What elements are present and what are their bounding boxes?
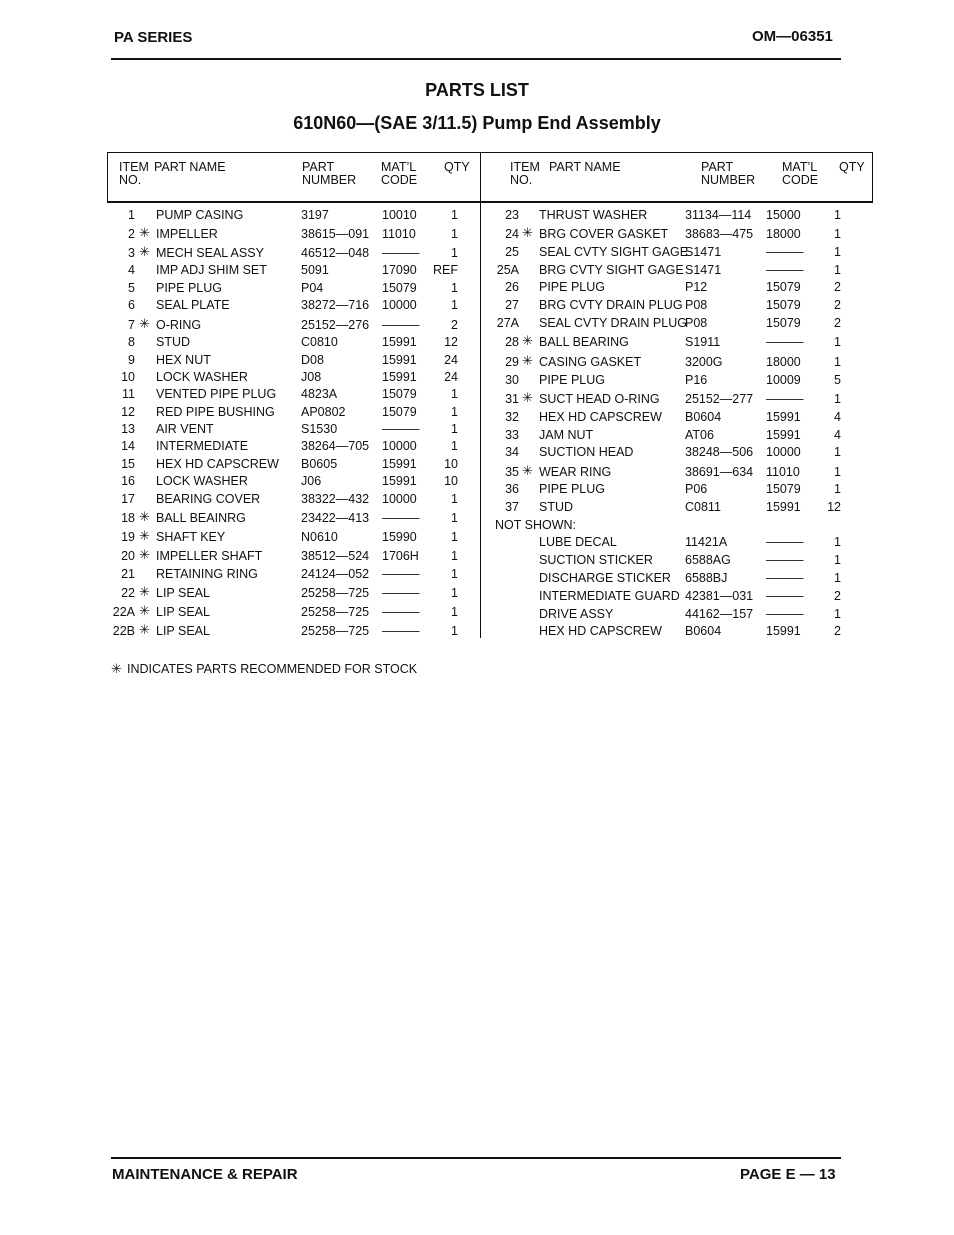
material-code: ———: [382, 422, 420, 436]
col-header-item-right: ITEM NO.: [510, 160, 540, 187]
footer-section: MAINTENANCE & REPAIR: [112, 1166, 298, 1183]
col-header-qty-right: QTY: [839, 160, 865, 174]
table-row: [0, 208, 954, 222]
part-number: P06: [685, 482, 708, 496]
part-number: B0605: [301, 457, 338, 471]
table-row: [0, 316, 954, 330]
material-code: ———: [766, 392, 804, 406]
stock-star-icon: ✳: [139, 509, 150, 524]
part-name: DISCHARGE STICKER: [539, 571, 671, 585]
material-code: 18000: [766, 227, 801, 241]
part-name: STUD: [156, 335, 191, 349]
part-name: PIPE PLUG: [156, 281, 222, 295]
part-number: S1471: [685, 263, 722, 277]
item-number: 14: [121, 439, 135, 453]
part-number: P08: [685, 316, 708, 330]
part-number: 38272—716: [301, 298, 370, 312]
table-row: [0, 335, 954, 349]
item-number: 26: [505, 280, 519, 294]
part-number: 46512—048: [301, 246, 370, 260]
stock-star-icon: ✳: [139, 603, 150, 618]
col-header-qty-left: QTY: [444, 160, 470, 174]
part-number: 44162—157: [685, 607, 754, 621]
part-number: 25152—277: [685, 392, 754, 406]
stock-star-icon: ✳: [139, 244, 150, 259]
quantity: 1: [834, 465, 841, 479]
part-name: BRG COVER GASKET: [539, 227, 669, 241]
quantity: 1: [451, 246, 458, 260]
part-number: 31134—114: [685, 208, 752, 222]
quantity: 5: [834, 373, 841, 387]
table-row: [0, 482, 954, 496]
part-number: 3200G: [685, 355, 723, 369]
material-code: ———: [766, 553, 804, 567]
footer-rule: [111, 1157, 841, 1159]
part-number: D08: [301, 353, 324, 367]
item-number: 32: [505, 410, 519, 424]
material-code: ———: [382, 246, 420, 260]
part-name: LIP SEAL: [156, 624, 210, 638]
item-number: 21: [121, 567, 135, 581]
part-number: J06: [301, 474, 322, 488]
item-number: 1: [128, 208, 135, 222]
part-number: 38322—432: [301, 492, 370, 506]
material-code: ———: [766, 245, 804, 259]
quantity: 1: [834, 445, 841, 459]
table-row: [0, 298, 954, 312]
part-name: LIP SEAL: [156, 605, 210, 619]
part-name: HEX HD CAPSCREW: [156, 457, 279, 471]
quantity: 1: [834, 392, 841, 406]
table-row: [0, 227, 954, 241]
part-name: LUBE DECAL: [539, 535, 617, 549]
item-number: 9: [128, 353, 135, 367]
quantity: 1: [834, 355, 841, 369]
part-name: PIPE PLUG: [539, 280, 605, 294]
page-number: PAGE E — 13: [740, 1166, 836, 1183]
part-name: RED PIPE BUSHING: [156, 405, 275, 419]
table-row: [0, 465, 954, 479]
part-number: 6588BJ: [685, 571, 728, 585]
part-number: 38248—506: [685, 445, 754, 459]
part-name: MECH SEAL ASSY: [156, 246, 264, 260]
material-code: ———: [766, 335, 804, 349]
item-number: 35: [505, 465, 519, 479]
part-name: BRG CVTY SIGHT GAGE: [539, 263, 684, 277]
quantity: 1: [451, 281, 458, 295]
material-code: 10000: [766, 445, 801, 459]
part-number: AP0802: [301, 405, 346, 419]
quantity: 10: [444, 474, 458, 488]
table-row: [0, 571, 954, 585]
item-number: 25A: [496, 263, 519, 277]
part-number: 25152—276: [301, 318, 370, 332]
item-number: 31: [505, 392, 519, 406]
stock-star-icon: ✳: [522, 463, 533, 478]
part-name: IMPELLER: [156, 227, 218, 241]
quantity: 24: [444, 370, 458, 384]
part-number: 38615—091: [301, 227, 370, 241]
quantity: 2: [451, 318, 458, 332]
page-subtitle: 610N60—(SAE 3/11.5) Pump End Assembly: [293, 113, 661, 133]
quantity: 1: [451, 586, 458, 600]
part-number: 3197: [301, 208, 329, 222]
quantity: 2: [834, 624, 841, 638]
part-number: S1911: [685, 335, 721, 349]
part-name: LOCK WASHER: [156, 474, 248, 488]
part-number: C0811: [685, 500, 721, 514]
part-number: 42381—031: [685, 589, 754, 603]
quantity: 10: [444, 457, 458, 471]
header-rule: [111, 58, 841, 60]
part-name: SEAL CVTY DRAIN PLUG: [539, 316, 687, 330]
item-number: 5: [128, 281, 135, 295]
item-number: 7: [128, 318, 135, 332]
stock-star-icon: ✳: [139, 622, 150, 637]
part-name: SUCTION HEAD: [539, 445, 634, 459]
part-name: CASING GASKET: [539, 355, 642, 369]
material-code: 10009: [766, 373, 801, 387]
item-number: 6: [128, 298, 135, 312]
material-code: 17090: [382, 263, 417, 277]
material-code: 15079: [382, 405, 417, 419]
table-row: [0, 410, 954, 424]
quantity: 1: [834, 245, 841, 259]
stock-star-icon: ✳: [111, 661, 122, 676]
table-row: [0, 607, 954, 621]
table-row: [0, 445, 954, 459]
item-number: 19: [121, 530, 135, 544]
table-row: [0, 263, 954, 277]
quantity: 1: [834, 208, 841, 222]
part-number: B0604: [685, 624, 722, 638]
material-code: 11010: [382, 227, 416, 241]
table-row: [0, 392, 954, 406]
part-name: INTERMEDIATE: [156, 439, 249, 453]
part-name: DRIVE ASSY: [539, 607, 614, 621]
part-number: 23422—413: [301, 511, 370, 525]
table-row: [0, 428, 954, 442]
item-number: 29: [505, 355, 519, 369]
part-name: PUMP CASING: [156, 208, 244, 222]
material-code: 1706H: [382, 549, 419, 563]
material-code: ———: [382, 511, 420, 525]
item-number: 22B: [112, 624, 135, 638]
item-number: 10: [121, 370, 135, 384]
part-name: SEAL PLATE: [156, 298, 230, 312]
part-name: IMP ADJ SHIM SET: [156, 263, 267, 277]
material-code: 10000: [382, 298, 417, 312]
quantity: 1: [451, 208, 458, 222]
stock-star-icon: ✳: [522, 333, 533, 348]
material-code: 15079: [766, 482, 801, 496]
part-number: 25258—725: [301, 586, 370, 600]
not-shown-label: NOT SHOWN:: [495, 518, 577, 532]
item-number: 37: [505, 500, 519, 514]
part-name: VENTED PIPE PLUG: [156, 387, 277, 401]
part-name: PIPE PLUG: [539, 373, 605, 387]
part-number: 38683—475: [685, 227, 754, 241]
quantity: 1: [451, 492, 458, 506]
part-name: AIR VENT: [156, 422, 214, 436]
quantity: 1: [451, 567, 458, 581]
stock-star-icon: ✳: [139, 225, 150, 240]
part-number: P16: [685, 373, 708, 387]
item-number: 27: [505, 298, 519, 312]
part-name: HEX HD CAPSCREW: [539, 410, 662, 424]
part-number: 25258—725: [301, 605, 370, 619]
quantity: 1: [834, 535, 841, 549]
part-number: P12: [685, 280, 708, 294]
item-number: 13: [121, 422, 135, 436]
item-number: 11: [122, 387, 135, 401]
quantity: 2: [834, 589, 841, 603]
material-code: ———: [766, 571, 804, 585]
material-code: 15991: [382, 335, 417, 349]
stock-star-icon: ✳: [139, 528, 150, 543]
part-number: AT06: [685, 428, 714, 442]
quantity: 1: [451, 549, 458, 563]
part-name: LOCK WASHER: [156, 370, 248, 384]
stock-star-icon: ✳: [522, 225, 533, 240]
material-code: ———: [766, 263, 804, 277]
item-number: 8: [128, 335, 135, 349]
col-header-matcode-left: MAT’L CODE: [381, 160, 418, 187]
item-number: 23: [505, 208, 519, 222]
part-number: 4823A: [301, 387, 338, 401]
quantity: 1: [451, 511, 458, 525]
material-code: 15991: [382, 353, 417, 367]
table-row: [0, 245, 954, 259]
material-code: 15079: [382, 387, 417, 401]
item-number: 28: [505, 335, 519, 349]
col-header-partname-left: PART NAME: [154, 160, 226, 174]
table-row: [0, 624, 954, 638]
material-code: 15991: [766, 624, 801, 638]
quantity: 12: [444, 335, 458, 349]
material-code: 15991: [382, 474, 417, 488]
part-name: THRUST WASHER: [539, 208, 648, 222]
quantity: 4: [834, 428, 841, 442]
part-number: 38512—524: [301, 549, 370, 563]
item-number: 15: [121, 457, 135, 471]
stock-star-icon: ✳: [522, 390, 533, 405]
part-number: J08: [301, 370, 322, 384]
part-name: SEAL CVTY SIGHT GAGE: [539, 245, 689, 259]
part-name: HEX HD CAPSCREW: [539, 624, 662, 638]
part-name: LIP SEAL: [156, 586, 210, 600]
material-code: ———: [382, 605, 420, 619]
material-code: 15991: [766, 428, 801, 442]
quantity: 2: [834, 280, 841, 294]
quantity: 2: [834, 298, 841, 312]
part-name: BEARING COVER: [156, 492, 261, 506]
quantity: 12: [827, 500, 841, 514]
part-name: IMPELLER SHAFT: [156, 549, 263, 563]
quantity: 1: [834, 607, 841, 621]
part-name: INTERMEDIATE GUARD: [539, 589, 680, 603]
material-code: 15990: [382, 530, 417, 544]
item-number: 27A: [496, 316, 519, 330]
part-number: S1471: [685, 245, 722, 259]
quantity: 1: [834, 227, 841, 241]
part-name: SUCT HEAD O-RING: [539, 392, 660, 406]
material-code: 15991: [382, 370, 417, 384]
table-row: [0, 280, 954, 294]
quantity: 1: [451, 439, 458, 453]
quantity: 1: [834, 263, 841, 277]
part-number: 5091: [301, 263, 329, 277]
material-code: 15079: [766, 280, 801, 294]
page-title: PARTS LIST: [425, 80, 529, 100]
quantity: 1: [451, 530, 458, 544]
quantity: 1: [834, 482, 841, 496]
part-name: WEAR RING: [539, 465, 612, 479]
material-code: 10000: [382, 492, 417, 506]
item-number: 36: [505, 482, 519, 496]
item-number: 12: [121, 405, 135, 419]
material-code: 15991: [382, 457, 417, 471]
stock-star-icon: ✳: [139, 547, 150, 562]
quantity: 1: [451, 387, 458, 401]
part-name: SHAFT KEY: [156, 530, 226, 544]
item-number: 22A: [112, 605, 135, 619]
quantity: 24: [444, 353, 458, 367]
material-code: ———: [382, 318, 420, 332]
part-number: N0610: [301, 530, 338, 544]
material-code: ———: [766, 607, 804, 621]
stock-star-icon: ✳: [139, 316, 150, 331]
part-number: B0604: [685, 410, 722, 424]
item-number: 3: [128, 246, 135, 260]
table-row: [0, 355, 954, 369]
quantity: 1: [451, 298, 458, 312]
part-number: 6588AG: [685, 553, 731, 567]
item-number: 2: [128, 227, 135, 241]
part-name: JAM NUT: [539, 428, 594, 442]
material-code: ———: [766, 589, 804, 603]
table-row: [0, 553, 954, 567]
material-code: 15000: [766, 208, 801, 222]
col-header-partnumber-left: PART NUMBER: [302, 160, 357, 187]
part-number: 11421A: [685, 535, 728, 549]
material-code: ———: [382, 624, 420, 638]
material-code: 11010: [766, 465, 800, 479]
part-name: SUCTION STICKER: [539, 553, 653, 567]
item-number: 24: [505, 227, 519, 241]
material-code: 15079: [766, 316, 801, 330]
item-number: 25: [505, 245, 519, 259]
item-number: 4: [128, 263, 135, 277]
quantity: 1: [451, 405, 458, 419]
part-number: P08: [685, 298, 708, 312]
quantity: 2: [834, 316, 841, 330]
stock-star-icon: ✳: [139, 584, 150, 599]
quantity: 1: [834, 553, 841, 567]
part-name: O-RING: [156, 318, 202, 332]
part-number: P04: [301, 281, 324, 295]
part-name: BALL BEAINRG: [156, 511, 246, 525]
quantity: 1: [451, 605, 458, 619]
item-number: 16: [121, 474, 135, 488]
col-header-partnumber-right: PART NUMBER: [701, 160, 756, 187]
table-row: [0, 589, 954, 603]
quantity: REF: [433, 263, 458, 277]
item-number: 18: [121, 511, 135, 525]
part-number: S1530: [301, 422, 338, 436]
table-row: [0, 500, 954, 514]
series-header: PA SERIES: [114, 29, 193, 46]
stock-note: INDICATES PARTS RECOMMENDED FOR STOCK: [127, 662, 418, 676]
quantity: 1: [451, 422, 458, 436]
material-code: 15079: [766, 298, 801, 312]
material-code: 10010: [382, 208, 417, 222]
part-name: STUD: [539, 500, 574, 514]
item-number: 30: [505, 373, 519, 387]
material-code: ———: [766, 535, 804, 549]
quantity: 4: [834, 410, 841, 424]
part-number: 38691—634: [685, 465, 754, 479]
item-number: 20: [121, 549, 135, 563]
table-row: [0, 373, 954, 387]
quantity: 1: [451, 227, 458, 241]
material-code: 15079: [382, 281, 417, 295]
item-number: 22: [121, 586, 135, 600]
part-name: PIPE PLUG: [539, 482, 605, 496]
table-row: [0, 535, 954, 549]
col-header-partname-right: PART NAME: [549, 160, 621, 174]
item-number: 34: [505, 445, 519, 459]
part-number: 25258—725: [301, 624, 370, 638]
part-name: BALL BEARING: [539, 335, 629, 349]
material-code: 10000: [382, 439, 417, 453]
col-header-item-left: ITEM NO.: [119, 160, 149, 187]
part-name: BRG CVTY DRAIN PLUG: [539, 298, 683, 312]
item-number: 17: [121, 492, 135, 506]
quantity: 1: [834, 335, 841, 349]
part-name: RETAINING RING: [156, 567, 258, 581]
material-code: 18000: [766, 355, 801, 369]
quantity: 1: [834, 571, 841, 585]
material-code: 15991: [766, 500, 801, 514]
col-header-matcode-right: MAT’L CODE: [782, 160, 819, 187]
stock-star-icon: ✳: [522, 353, 533, 368]
material-code: ———: [382, 567, 420, 581]
material-code: 15991: [766, 410, 801, 424]
item-number: 33: [505, 428, 519, 442]
part-number: 38264—705: [301, 439, 370, 453]
material-code: ———: [382, 586, 420, 600]
part-number: 24124—052: [301, 567, 370, 581]
part-name: HEX NUT: [156, 353, 211, 367]
quantity: 1: [451, 624, 458, 638]
part-number: C0810: [301, 335, 338, 349]
doc-number: OM—06351: [752, 28, 833, 45]
